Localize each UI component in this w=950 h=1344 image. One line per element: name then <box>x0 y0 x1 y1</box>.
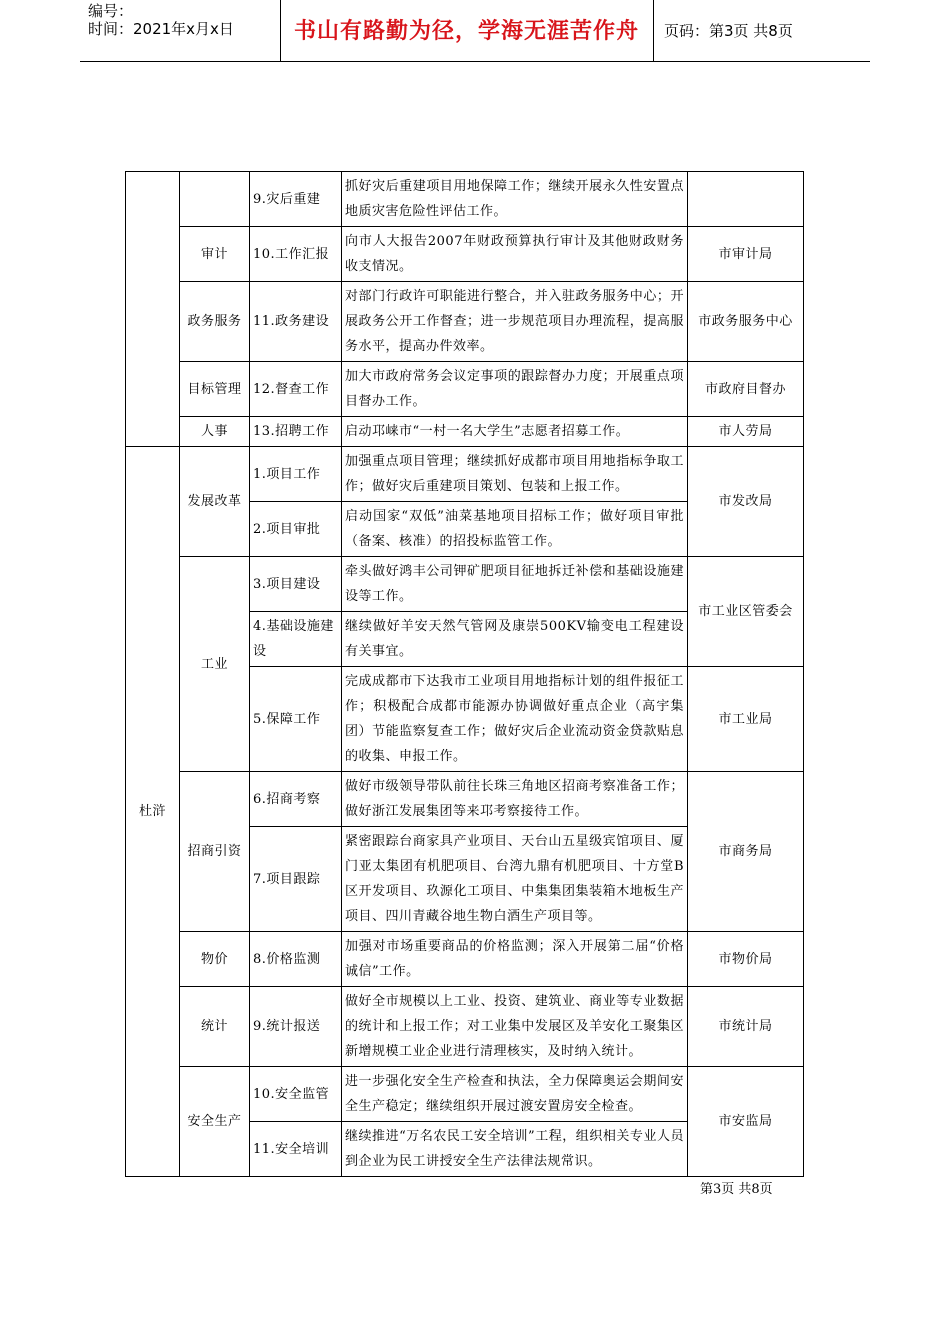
content-cell: 继续做好羊安天然气管网及康崇500KV输变电工程建设有关事宜。 <box>342 612 688 667</box>
category-cell: 统计 <box>180 987 250 1067</box>
group-cell <box>126 172 180 447</box>
unit-cell: 市物价局 <box>688 932 804 987</box>
unit-cell: 市审计局 <box>688 227 804 282</box>
item-cell: 8.价格监测 <box>250 932 342 987</box>
unit-cell: 市统计局 <box>688 987 804 1067</box>
unit-cell <box>688 172 804 227</box>
table-row <box>126 447 804 502</box>
header-number-label: 编号： <box>88 2 134 20</box>
category-cell: 物价 <box>180 932 250 987</box>
item-cell: 12.督查工作 <box>250 362 342 417</box>
content-cell: 启动邛崃市“一村一名大学生”志愿者招募工作。 <box>342 417 688 447</box>
category-cell: 招商引资 <box>180 772 250 932</box>
item-cell: 5.保障工作 <box>250 667 342 772</box>
table-row <box>126 1067 804 1122</box>
table-row <box>126 227 804 282</box>
unit-cell: 市工业区管委会 <box>688 557 804 667</box>
header-meta <box>88 2 288 38</box>
table-row <box>126 557 804 612</box>
table-row <box>126 362 804 417</box>
category-cell: 工业 <box>180 557 250 772</box>
unit-cell: 市人劳局 <box>688 417 804 447</box>
item-cell: 2.项目审批 <box>250 502 342 557</box>
table-row <box>126 932 804 987</box>
table-row <box>126 772 804 827</box>
item-cell: 13.招聘工作 <box>250 417 342 447</box>
content-cell: 加大市政府常务会议定事项的跟踪督办力度；开展重点项目督办工作。 <box>342 362 688 417</box>
content-cell: 紧密跟踪台商家具产业项目、天台山五星级宾馆项目、厦门亚太集团有机肥项目、台湾九鼎有机肥项目、十方堂B区开发项目、玖源化工项目、中集集团集装箱木地板生产项目、四川青藏谷地生物白酒生产项目等。 <box>342 827 688 932</box>
content-cell: 完成成都市下达我市工业项目用地指标计划的组件报征工作；积极配合成都市能源办协调做好重点企业（高宇集团）节能监察复查工作；做好灾后企业流动资金贷款贴息的收集、申报工作。 <box>342 667 688 772</box>
content-cell: 向市人大报告2007年财政预算执行审计及其他财政财务收支情况。 <box>342 227 688 282</box>
unit-cell: 市商务局 <box>688 772 804 932</box>
content-cell: 加强对市场重要商品的价格监测；深入开展第二届“价格诚信”工作。 <box>342 932 688 987</box>
unit-cell: 市发改局 <box>688 447 804 557</box>
item-cell: 1.项目工作 <box>250 447 342 502</box>
item-cell: 9.统计报送 <box>250 987 342 1067</box>
content-cell: 牵头做好鸿丰公司钾矿肥项目征地拆迁补偿和基础设施建设等工作。 <box>342 557 688 612</box>
unit-cell: 市政府目督办 <box>688 362 804 417</box>
table-row <box>126 172 804 227</box>
table-row <box>126 417 804 447</box>
item-cell: 10.工作汇报 <box>250 227 342 282</box>
category-cell: 目标管理 <box>180 362 250 417</box>
category-cell <box>180 172 250 227</box>
work-plan-table <box>125 171 804 1177</box>
content-cell: 对部门行政许可职能进行整合，并入驻政务服务中心；开展政务公开工作督查；进一步规范项目办理流程，提高服务水平，提高办件效率。 <box>342 282 688 362</box>
header-page-info: 页码：第3页 共8页 <box>664 22 793 40</box>
header-motto: 书山有路勤为径，学海无涯苦作舟 <box>293 19 639 44</box>
item-cell: 10.安全监管 <box>250 1067 342 1122</box>
category-cell: 政务服务 <box>180 282 250 362</box>
unit-cell: 市政务服务中心 <box>688 282 804 362</box>
content-cell: 进一步强化安全生产检查和执法，全力保障奥运会期间安全生产稳定；继续组织开展过渡安置房安全检查。 <box>342 1067 688 1122</box>
category-cell: 安全生产 <box>180 1067 250 1177</box>
content-cell: 启动国家“双低”油菜基地项目招标工作；做好项目审批（备案、核准）的招投标监管工作。 <box>342 502 688 557</box>
group-cell: 杜浒 <box>126 447 180 1177</box>
header-divider <box>653 0 654 61</box>
content-cell: 抓好灾后重建项目用地保障工作；继续开展永久性安置点地质灾害危险性评估工作。 <box>342 172 688 227</box>
item-cell: 6.招商考察 <box>250 772 342 827</box>
header-date: 时间：2021年x月x日 <box>88 20 234 38</box>
item-cell: 7.项目跟踪 <box>250 827 342 932</box>
unit-cell: 市安监局 <box>688 1067 804 1177</box>
category-cell: 发展改革 <box>180 447 250 557</box>
content-cell: 加强重点项目管理；继续抓好成都市项目用地指标争取工作；做好灾后重建项目策划、包装和上报工作。 <box>342 447 688 502</box>
page-header <box>80 0 870 62</box>
category-cell: 人事 <box>180 417 250 447</box>
content-cell: 继续推进“万名农民工安全培训”工程，组织相关专业人员到企业为民工讲授安全生产法律法规常识。 <box>342 1122 688 1177</box>
item-cell: 3.项目建设 <box>250 557 342 612</box>
table-row <box>126 282 804 362</box>
page-footer: 第3页 共8页 <box>700 1182 773 1197</box>
category-cell: 审计 <box>180 227 250 282</box>
table-row <box>126 987 804 1067</box>
content-cell: 做好市级领导带队前往长珠三角地区招商考察准备工作；做好浙江发展集团等来邛考察接待工作。 <box>342 772 688 827</box>
item-cell: 9.灾后重建 <box>250 172 342 227</box>
item-cell: 11.安全培训 <box>250 1122 342 1177</box>
item-cell: 11.政务建设 <box>250 282 342 362</box>
unit-cell: 市工业局 <box>688 667 804 772</box>
content-cell: 做好全市规模以上工业、投资、建筑业、商业等专业数据的统计和上报工作；对工业集中发展区及羊安化工聚集区新增规模工业企业进行清理核实，及时纳入统计。 <box>342 987 688 1067</box>
item-cell: 4.基础设施建设 <box>250 612 342 667</box>
